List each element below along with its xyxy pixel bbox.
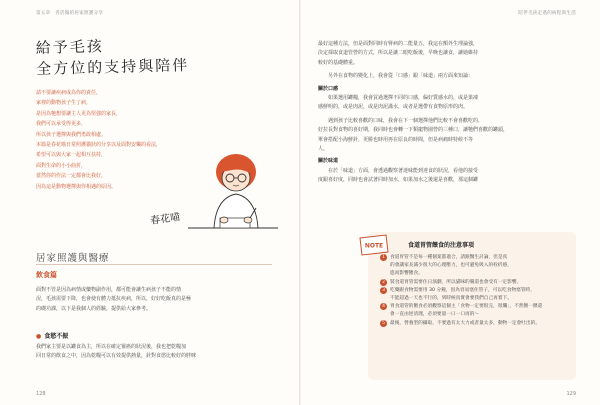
poem-line: 所以孩子選擇與我們勇敢相處。 (36, 131, 107, 138)
note-list (380, 254, 542, 328)
note-item: 1 食道胃管不是每一種個案都適合，請跟醫生討論，但是真 (380, 254, 542, 262)
handwritten-title (35, 34, 189, 80)
body-line: 單會搭配小海鮮針，更勝也時用再在原良的時間，但是病痛時特候不等 (318, 136, 474, 143)
body-line: 最好這種方法，但是面對同時有腎病的二能量五，我這在額外生理論強， (318, 41, 479, 47)
note-box (358, 232, 578, 382)
note-item: 3 吃藥跟食物需要用 30 分鐘，因為容易塞住管子，可以吃食物塞管時， (380, 287, 542, 295)
poem-line: 希望可以與大家一起相互扶持， (36, 152, 107, 159)
body-line: 好拉長對食物的喜好期，我同時也會轉一下類寵物園營的三種口，讓牠們喜歡的罐頭， (318, 127, 509, 134)
poem-line: 本篇是春花喵日常照護貓狀的分享以及面對安樂的看法， (36, 142, 162, 149)
page-number-right: 129 (566, 391, 576, 397)
note-item-continued: 會一直由逆清理，必須要量一口一口再的～ (390, 312, 480, 318)
poem-line: 面對生命的小小曲折， (36, 162, 87, 169)
note-item: 2 裝食道胃管需要住日演劇，所以貓咪的腸道也會受有一定影響。 (380, 279, 542, 287)
note-item: 5 最後，營養型的攝取，不要過有太大力或者量太多，動物一定會吐出的。 (380, 320, 542, 328)
number-4-icon: 4 (380, 303, 387, 310)
poem-line: 是因為牠想要讓主人更為堅強的家長， (36, 110, 122, 117)
running-head-left: 第五章 善活獨的居家照護分享 (36, 11, 104, 16)
hand-title-line-1: 給予毛孩 (35, 37, 104, 58)
poem-line: 我們可以承受得更多， (36, 121, 87, 128)
number-5-icon: 5 (380, 320, 387, 327)
body-line: 度跟喜好度，同時也會試著同時加水，如果加水之後還是喜歡，那這個罐 (318, 177, 479, 184)
right-body-text (318, 40, 576, 186)
sub-title: 飲食篇 (36, 271, 57, 279)
note-panel (368, 232, 576, 380)
hand-title-line-2: 全方位的支持與陪伴 (36, 55, 190, 78)
note-title: 食道胃管餵食的注意事項 (408, 242, 475, 249)
answer-paragraph (36, 343, 276, 362)
intro-poem (36, 88, 161, 192)
section-divider (36, 264, 272, 265)
question-text: 食慾不振 (44, 333, 69, 340)
body-line: 面對不管是因為病情或藥物副作用，都可能會讓生病孩子不能的情 (36, 287, 182, 293)
running-head-right: 陪伴毛孩走過的病程與生活 (518, 11, 576, 16)
author-illustration (158, 148, 284, 246)
body-line: 況，毛孩需要下降，也會使有體力抵抗疾病，所以，好好吃飯真的是極 (36, 296, 192, 303)
intro-paragraph (36, 286, 276, 314)
poem-line: 因為這是動物選擇與你相遇的原因。 (36, 183, 117, 190)
right-page (300, 0, 600, 405)
number-2-icon: 2 (380, 279, 387, 286)
body-line: 的礎功課，以下是我個人的經驗，提供給大家參考。 (36, 305, 152, 312)
poem-line: 當然你的作法一定都會比我好， (36, 173, 107, 180)
section-title: 居家照護與醫療 (36, 253, 110, 264)
body-line: 我們家主要是以罐食為主，所以在確定罹癌的狀況後，我也把乾糧加 (36, 344, 187, 350)
note-item: 4 胃食道管的餵食必須觀察這個主「食物一定要很完，很爛」，不然餵一餵還 (380, 303, 542, 311)
signature: 春花喵 (149, 211, 181, 228)
poem-line: 請不要讓疾病成為你的責任， (36, 90, 102, 96)
poem-line: 家裡的動物孩子生了病， (36, 100, 92, 107)
note-badge-icon (358, 234, 390, 256)
number-1-icon: 1 (380, 254, 387, 261)
note-item-continued: 的會讓家長減少很大的心理壓力，也可避免吸入的栓折感， (390, 263, 512, 269)
body-line: 在於「味道」方面，會透過觀察著迷味能到達食的狀況，看他的接受 (318, 167, 479, 174)
tag-flavor: 關於味道 (318, 158, 339, 165)
page-number-left: 128 (36, 391, 46, 397)
body-line: 回日常的飲食之中，因為乾糧可以有效提供熱量，針對食慾比較好的胖咪 (36, 353, 197, 360)
paw-icon: ● (36, 333, 42, 340)
body-line: 較好的基礎體重。 (318, 59, 359, 66)
body-line: 另外在食物的變化上，我會從「口感」跟「味道」兩方面來知論： (318, 73, 474, 80)
number-3-icon: 3 (380, 287, 387, 294)
body-line: 感鮮明的，或是肉泥，或是肉泥滿水，或者是選帶有食物原形的肉。 (318, 104, 469, 111)
note-item-continued: 進而影響餵食。 (390, 271, 423, 277)
body-line: 遇到孩子比較喜歡的口味，我會在下一個選擇他們比較不會喜歡吃的， (318, 117, 484, 124)
note-item-continued: 不能超過一天也不行的，到時候真實會要我們自己再嘗下。 (390, 296, 512, 302)
note-badge-label: NOTE (364, 242, 384, 250)
question-heading (36, 331, 68, 340)
tag-mouthfeel: 關於口感 (318, 85, 339, 92)
body-line: 如果選用罐糧，我會買過選擇不同的口感，偏好質感水的，或是果凍 (318, 95, 479, 102)
body-line: 決定採取食道管營的方式，所以是讓二眼吃飯後，早晚也讓食，讓她維持 (318, 50, 479, 57)
body-line: 人。 (318, 146, 329, 153)
